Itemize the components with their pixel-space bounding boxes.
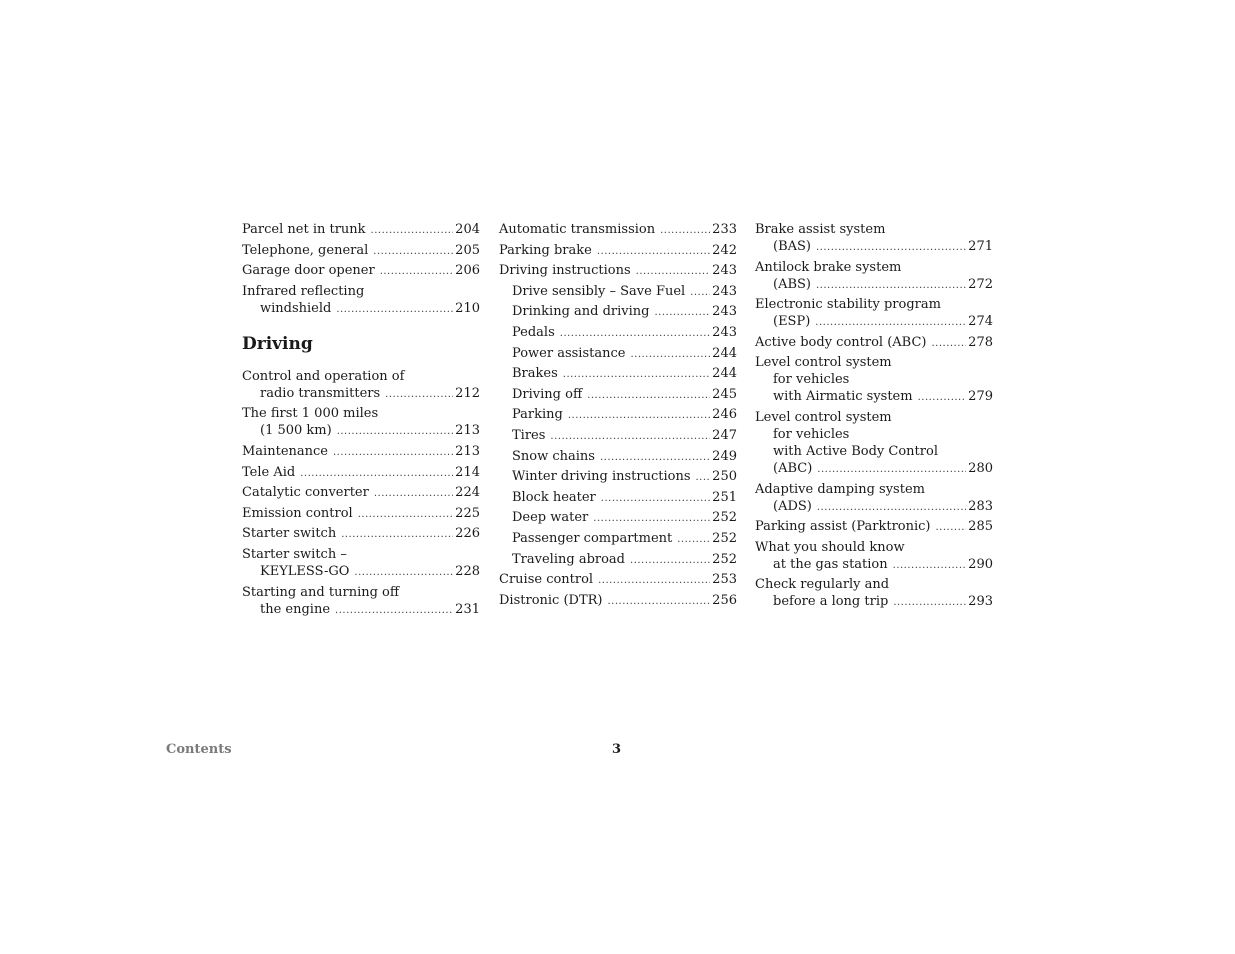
page-ref[interactable]: 285 xyxy=(968,519,993,535)
page-ref[interactable]: 214 xyxy=(455,464,480,480)
index-group-driving xyxy=(242,368,480,619)
index-entry[interactable] xyxy=(242,525,480,543)
leader-dots xyxy=(931,335,966,352)
index-entry[interactable] xyxy=(499,551,737,569)
leader-dots xyxy=(333,444,453,461)
leader-dots xyxy=(601,490,710,507)
leader-dots xyxy=(677,531,710,548)
entry-label: with Active Body Control xyxy=(773,443,938,459)
entry-label: (ABC) xyxy=(773,460,813,476)
index-entry-line xyxy=(242,422,480,440)
page-ref[interactable]: 245 xyxy=(712,386,737,402)
leader-dots xyxy=(380,263,453,280)
entry-label: Starting and turning off xyxy=(242,584,400,600)
index-entry-line xyxy=(499,509,737,527)
entry-label: Antilock brake system xyxy=(755,259,902,275)
entry-label: Telephone, general xyxy=(242,242,369,258)
entry-label: Emission control xyxy=(242,505,353,521)
leader-dots xyxy=(815,314,966,331)
index-entry-line xyxy=(755,296,993,313)
leader-dots xyxy=(936,519,967,536)
index-entry[interactable] xyxy=(755,221,993,256)
leader-dots xyxy=(893,557,967,574)
page-ref[interactable]: 247 xyxy=(712,427,737,443)
index-entry-line xyxy=(499,489,737,507)
index-entry-line xyxy=(242,525,480,543)
leader-dots xyxy=(385,386,453,403)
index-entry-line xyxy=(755,259,993,276)
index-entry-line xyxy=(499,551,737,569)
leader-dots xyxy=(568,407,710,424)
entry-label: Parking brake xyxy=(499,242,592,258)
index-entry[interactable] xyxy=(242,221,480,239)
index-entry[interactable] xyxy=(499,221,737,239)
index-entry-line xyxy=(755,221,993,238)
entry-label: (BAS) xyxy=(773,239,811,254)
index-entry-line xyxy=(755,556,993,574)
index-entry-line xyxy=(499,303,737,321)
entry-label: Cruise control xyxy=(499,572,594,588)
leader-dots xyxy=(630,346,710,363)
index-entry[interactable] xyxy=(499,262,737,280)
leader-dots xyxy=(597,243,710,260)
leader-dots xyxy=(690,284,710,301)
page-ref[interactable]: 210 xyxy=(455,300,480,316)
entry-label: Electronic stability program xyxy=(755,297,941,313)
entry-label: Tires xyxy=(512,427,546,443)
entry-label: Level control system xyxy=(755,409,892,425)
page-ref[interactable]: 212 xyxy=(455,385,480,401)
index-entry-line xyxy=(755,460,993,478)
leader-dots xyxy=(335,602,453,619)
index-entry-line xyxy=(499,592,737,610)
entry-label: (1 500 km) xyxy=(260,423,332,439)
index-entry-line xyxy=(499,365,737,383)
index-column-2 xyxy=(499,221,737,612)
index-entry-line xyxy=(242,464,480,482)
index-entry[interactable] xyxy=(499,324,737,342)
leader-dots xyxy=(817,461,966,478)
index-entry[interactable] xyxy=(755,409,993,478)
entry-label: Parking assist (Parktronic) xyxy=(755,519,931,535)
leader-dots xyxy=(636,263,711,280)
index-entry[interactable] xyxy=(499,468,737,486)
leader-dots xyxy=(374,485,453,502)
entry-label: Passenger compartment xyxy=(512,530,673,546)
index-entry-line xyxy=(755,498,993,516)
leader-dots xyxy=(608,593,711,610)
entry-label: Winter driving instructions xyxy=(512,469,691,485)
page-ref[interactable]: 279 xyxy=(968,389,993,405)
index-entry[interactable] xyxy=(755,576,993,611)
entry-label: The first 1 000 miles xyxy=(242,406,379,422)
entry-label: Distronic (DTR) xyxy=(499,592,603,608)
index-entry-line xyxy=(499,242,737,260)
index-entry-line xyxy=(499,283,737,301)
page-ref[interactable]: 293 xyxy=(968,594,993,610)
index-entry[interactable] xyxy=(499,571,737,589)
index-entry-line xyxy=(242,505,480,523)
page-ref[interactable]: 243 xyxy=(712,304,737,320)
entry-label: Check regularly and xyxy=(755,577,890,593)
page-ref[interactable]: 244 xyxy=(712,366,737,382)
index-entry-line xyxy=(242,242,480,260)
entry-label: Pedals xyxy=(512,324,555,340)
entry-label: Driving instructions xyxy=(499,263,631,279)
entry-label: KEYLESS-GO xyxy=(260,563,350,579)
entry-label: Starter switch xyxy=(242,526,337,542)
leader-dots xyxy=(373,243,453,260)
index-entry-line xyxy=(755,313,993,331)
index-entry-line xyxy=(755,409,993,426)
page-ref[interactable]: 243 xyxy=(712,263,737,279)
page-ref[interactable]: 290 xyxy=(968,556,993,572)
index-entry[interactable] xyxy=(499,283,737,301)
index-entry[interactable] xyxy=(242,242,480,260)
entry-label: Parking xyxy=(512,407,563,423)
index-entry-line xyxy=(499,262,737,280)
index-entry-line xyxy=(755,334,993,352)
index-entry[interactable] xyxy=(499,365,737,383)
index-entry[interactable] xyxy=(755,539,993,574)
index-entry[interactable] xyxy=(755,259,993,294)
leader-dots xyxy=(817,499,966,516)
index-entry[interactable] xyxy=(242,262,480,280)
leader-dots xyxy=(816,277,966,294)
page-ref[interactable]: 228 xyxy=(455,563,480,579)
leader-dots xyxy=(358,506,453,523)
entry-label: (ESP) xyxy=(773,314,811,330)
entry-label: Maintenance xyxy=(242,443,328,459)
index-entry-line xyxy=(755,426,993,443)
entry-label: for vehicles xyxy=(773,372,850,388)
page-ref[interactable]: 244 xyxy=(712,345,737,361)
index-entry-line xyxy=(755,576,993,593)
entry-label: at the gas station xyxy=(773,556,888,572)
page-ref[interactable]: 243 xyxy=(712,283,737,299)
index-entry[interactable] xyxy=(499,489,737,507)
page-ref[interactable]: 213 xyxy=(455,423,480,439)
entry-label: Garage door opener xyxy=(242,263,375,279)
index-entry-line xyxy=(242,385,480,403)
leader-dots xyxy=(341,526,453,543)
index-entry[interactable] xyxy=(242,505,480,523)
entry-label: Tele Aid xyxy=(242,464,296,480)
page-ref[interactable]: 256 xyxy=(712,592,737,608)
entry-label: Block heater xyxy=(512,489,596,505)
index-entry-line xyxy=(242,405,480,422)
index-entry-line xyxy=(242,584,480,601)
page-ref[interactable]: 271 xyxy=(968,239,993,254)
leader-dots xyxy=(336,301,453,318)
index-entry-line xyxy=(242,601,480,619)
entry-label: Starter switch – xyxy=(242,546,347,562)
entry-label: for vehicles xyxy=(773,426,850,442)
index-entry-line xyxy=(755,388,993,406)
page-ref[interactable]: 226 xyxy=(455,526,480,542)
index-entry-line xyxy=(499,345,737,363)
index-entry[interactable] xyxy=(499,509,737,527)
index-entry-line xyxy=(755,481,993,498)
entry-label: the engine xyxy=(260,601,331,617)
page-ref[interactable]: 252 xyxy=(712,510,737,526)
entry-label: Parcel net in trunk xyxy=(242,222,366,237)
leader-dots xyxy=(696,469,711,486)
entry-label: Snow chains xyxy=(512,448,595,464)
entry-label: Brake assist system xyxy=(755,222,886,237)
index-entry[interactable] xyxy=(242,405,480,440)
index-entry-line xyxy=(755,371,993,388)
index-entry-line xyxy=(499,324,737,342)
index-entry-line xyxy=(755,354,993,371)
index-entry[interactable] xyxy=(755,518,993,536)
entry-label: (ABS) xyxy=(773,276,811,292)
index-entry-line xyxy=(242,300,480,318)
page-number: 3 xyxy=(612,742,622,757)
entry-label: Adaptive damping system xyxy=(755,481,925,497)
index-entry[interactable] xyxy=(499,386,737,404)
leader-dots xyxy=(918,389,967,406)
leader-dots xyxy=(593,510,710,527)
entry-label: Infrared reflecting xyxy=(242,283,365,299)
leader-dots xyxy=(587,387,710,404)
index-entry-line xyxy=(755,276,993,294)
leader-dots xyxy=(655,304,711,321)
index-entry-line xyxy=(242,484,480,502)
entry-label: Power assistance xyxy=(512,345,626,361)
page-ref[interactable]: 224 xyxy=(455,485,480,501)
page-ref[interactable]: 274 xyxy=(968,314,993,330)
index-entry-line xyxy=(242,221,480,239)
entry-label: Catalytic converter xyxy=(242,485,369,501)
index-entry[interactable] xyxy=(755,334,993,352)
entry-label: Deep water xyxy=(512,510,589,526)
index-entry[interactable] xyxy=(499,345,737,363)
index-entry[interactable] xyxy=(242,484,480,502)
index-entry[interactable] xyxy=(499,530,737,548)
page-ref[interactable]: 231 xyxy=(455,601,480,617)
index-entry-line xyxy=(499,571,737,589)
page-ref[interactable]: 242 xyxy=(712,242,737,258)
page-ref[interactable]: 205 xyxy=(455,242,480,258)
leader-dots xyxy=(563,366,710,383)
page-ref[interactable]: 243 xyxy=(712,324,737,340)
entry-label: Level control system xyxy=(755,355,892,371)
leader-dots xyxy=(550,428,710,445)
index-entry-line xyxy=(242,563,480,581)
index-entry-line xyxy=(499,468,737,486)
leader-dots xyxy=(300,465,453,482)
leader-dots xyxy=(893,594,966,611)
page-ref[interactable]: 283 xyxy=(968,498,993,514)
page-ref[interactable]: 251 xyxy=(712,489,737,505)
index-entry-line xyxy=(499,221,737,239)
index-entry-line xyxy=(499,427,737,445)
leader-dots xyxy=(560,325,710,342)
index-entry[interactable] xyxy=(499,427,737,445)
page-ref[interactable]: 278 xyxy=(968,334,993,350)
leader-dots xyxy=(337,423,453,440)
section-heading-driving: Driving xyxy=(242,333,313,354)
entry-label: Brakes xyxy=(512,366,558,382)
index-entry-line xyxy=(499,406,737,424)
index-entry-line xyxy=(242,443,480,461)
index-entry[interactable] xyxy=(242,443,480,461)
footer-section-label: Contents xyxy=(166,742,232,757)
entry-label: before a long trip xyxy=(773,594,889,610)
index-column-1 xyxy=(242,221,480,621)
page-ref[interactable]: 246 xyxy=(712,407,737,423)
entry-label: with Airmatic system xyxy=(773,389,913,405)
index-entry-line xyxy=(242,283,480,300)
page-ref[interactable]: 280 xyxy=(968,460,993,476)
index-entry-line xyxy=(755,238,993,256)
index-entry-line xyxy=(755,518,993,536)
page-ref[interactable]: 253 xyxy=(712,572,737,588)
index-entry-line xyxy=(499,386,737,404)
page-ref[interactable]: 204 xyxy=(455,222,480,237)
index-entry-line xyxy=(242,546,480,563)
index-entry[interactable] xyxy=(242,368,480,403)
page-ref[interactable]: 272 xyxy=(968,276,993,292)
index-entry[interactable] xyxy=(242,546,480,581)
entry-label: Control and operation of xyxy=(242,368,405,384)
entry-label: Active body control (ABC) xyxy=(755,334,927,350)
index-entry[interactable] xyxy=(499,303,737,321)
index-entry[interactable] xyxy=(242,584,480,619)
entry-label: Drive sensibly – Save Fuel xyxy=(512,283,686,299)
index-entry[interactable] xyxy=(755,354,993,406)
page-ref[interactable]: 213 xyxy=(455,443,480,459)
leader-dots xyxy=(660,222,710,239)
page-ref[interactable]: 249 xyxy=(712,448,737,464)
index-entry-line xyxy=(499,530,737,548)
entry-label: (ADS) xyxy=(773,498,812,514)
leader-dots xyxy=(371,222,454,239)
index-entry[interactable] xyxy=(499,448,737,466)
leader-dots xyxy=(354,564,453,581)
index-entry-line xyxy=(499,448,737,466)
page-ref[interactable]: 252 xyxy=(712,551,737,567)
page-ref[interactable]: 250 xyxy=(712,469,737,485)
index-entry[interactable] xyxy=(499,242,737,260)
leader-dots xyxy=(816,239,966,256)
entry-label: Drinking and driving xyxy=(512,304,650,320)
index-entry[interactable] xyxy=(755,296,993,331)
index-entry[interactable] xyxy=(499,406,737,424)
page-ref[interactable]: 233 xyxy=(712,222,737,237)
page-ref[interactable]: 252 xyxy=(712,530,737,546)
index-entry-line xyxy=(755,593,993,611)
entry-label: Driving off xyxy=(512,386,583,402)
entry-label: What you should know xyxy=(755,539,905,555)
index-entry-line xyxy=(755,539,993,556)
leader-dots xyxy=(600,449,710,466)
page-ref[interactable]: 225 xyxy=(455,505,480,521)
index-entry-line xyxy=(242,262,480,280)
entry-label: radio transmitters xyxy=(260,385,381,401)
leader-dots xyxy=(630,552,710,569)
index-entry[interactable] xyxy=(755,481,993,516)
index-group-top xyxy=(242,221,480,318)
index-entry-line xyxy=(755,443,993,460)
index-column-3 xyxy=(755,221,993,614)
entry-label: Automatic transmission xyxy=(499,222,656,237)
leader-dots xyxy=(598,572,710,589)
index-entry[interactable] xyxy=(242,283,480,318)
index-entry[interactable] xyxy=(499,592,737,610)
index-entry-line xyxy=(242,368,480,385)
entry-label: Traveling abroad xyxy=(512,551,626,567)
index-entry[interactable] xyxy=(242,464,480,482)
page-ref[interactable]: 206 xyxy=(455,263,480,279)
entry-label: windshield xyxy=(260,300,332,316)
